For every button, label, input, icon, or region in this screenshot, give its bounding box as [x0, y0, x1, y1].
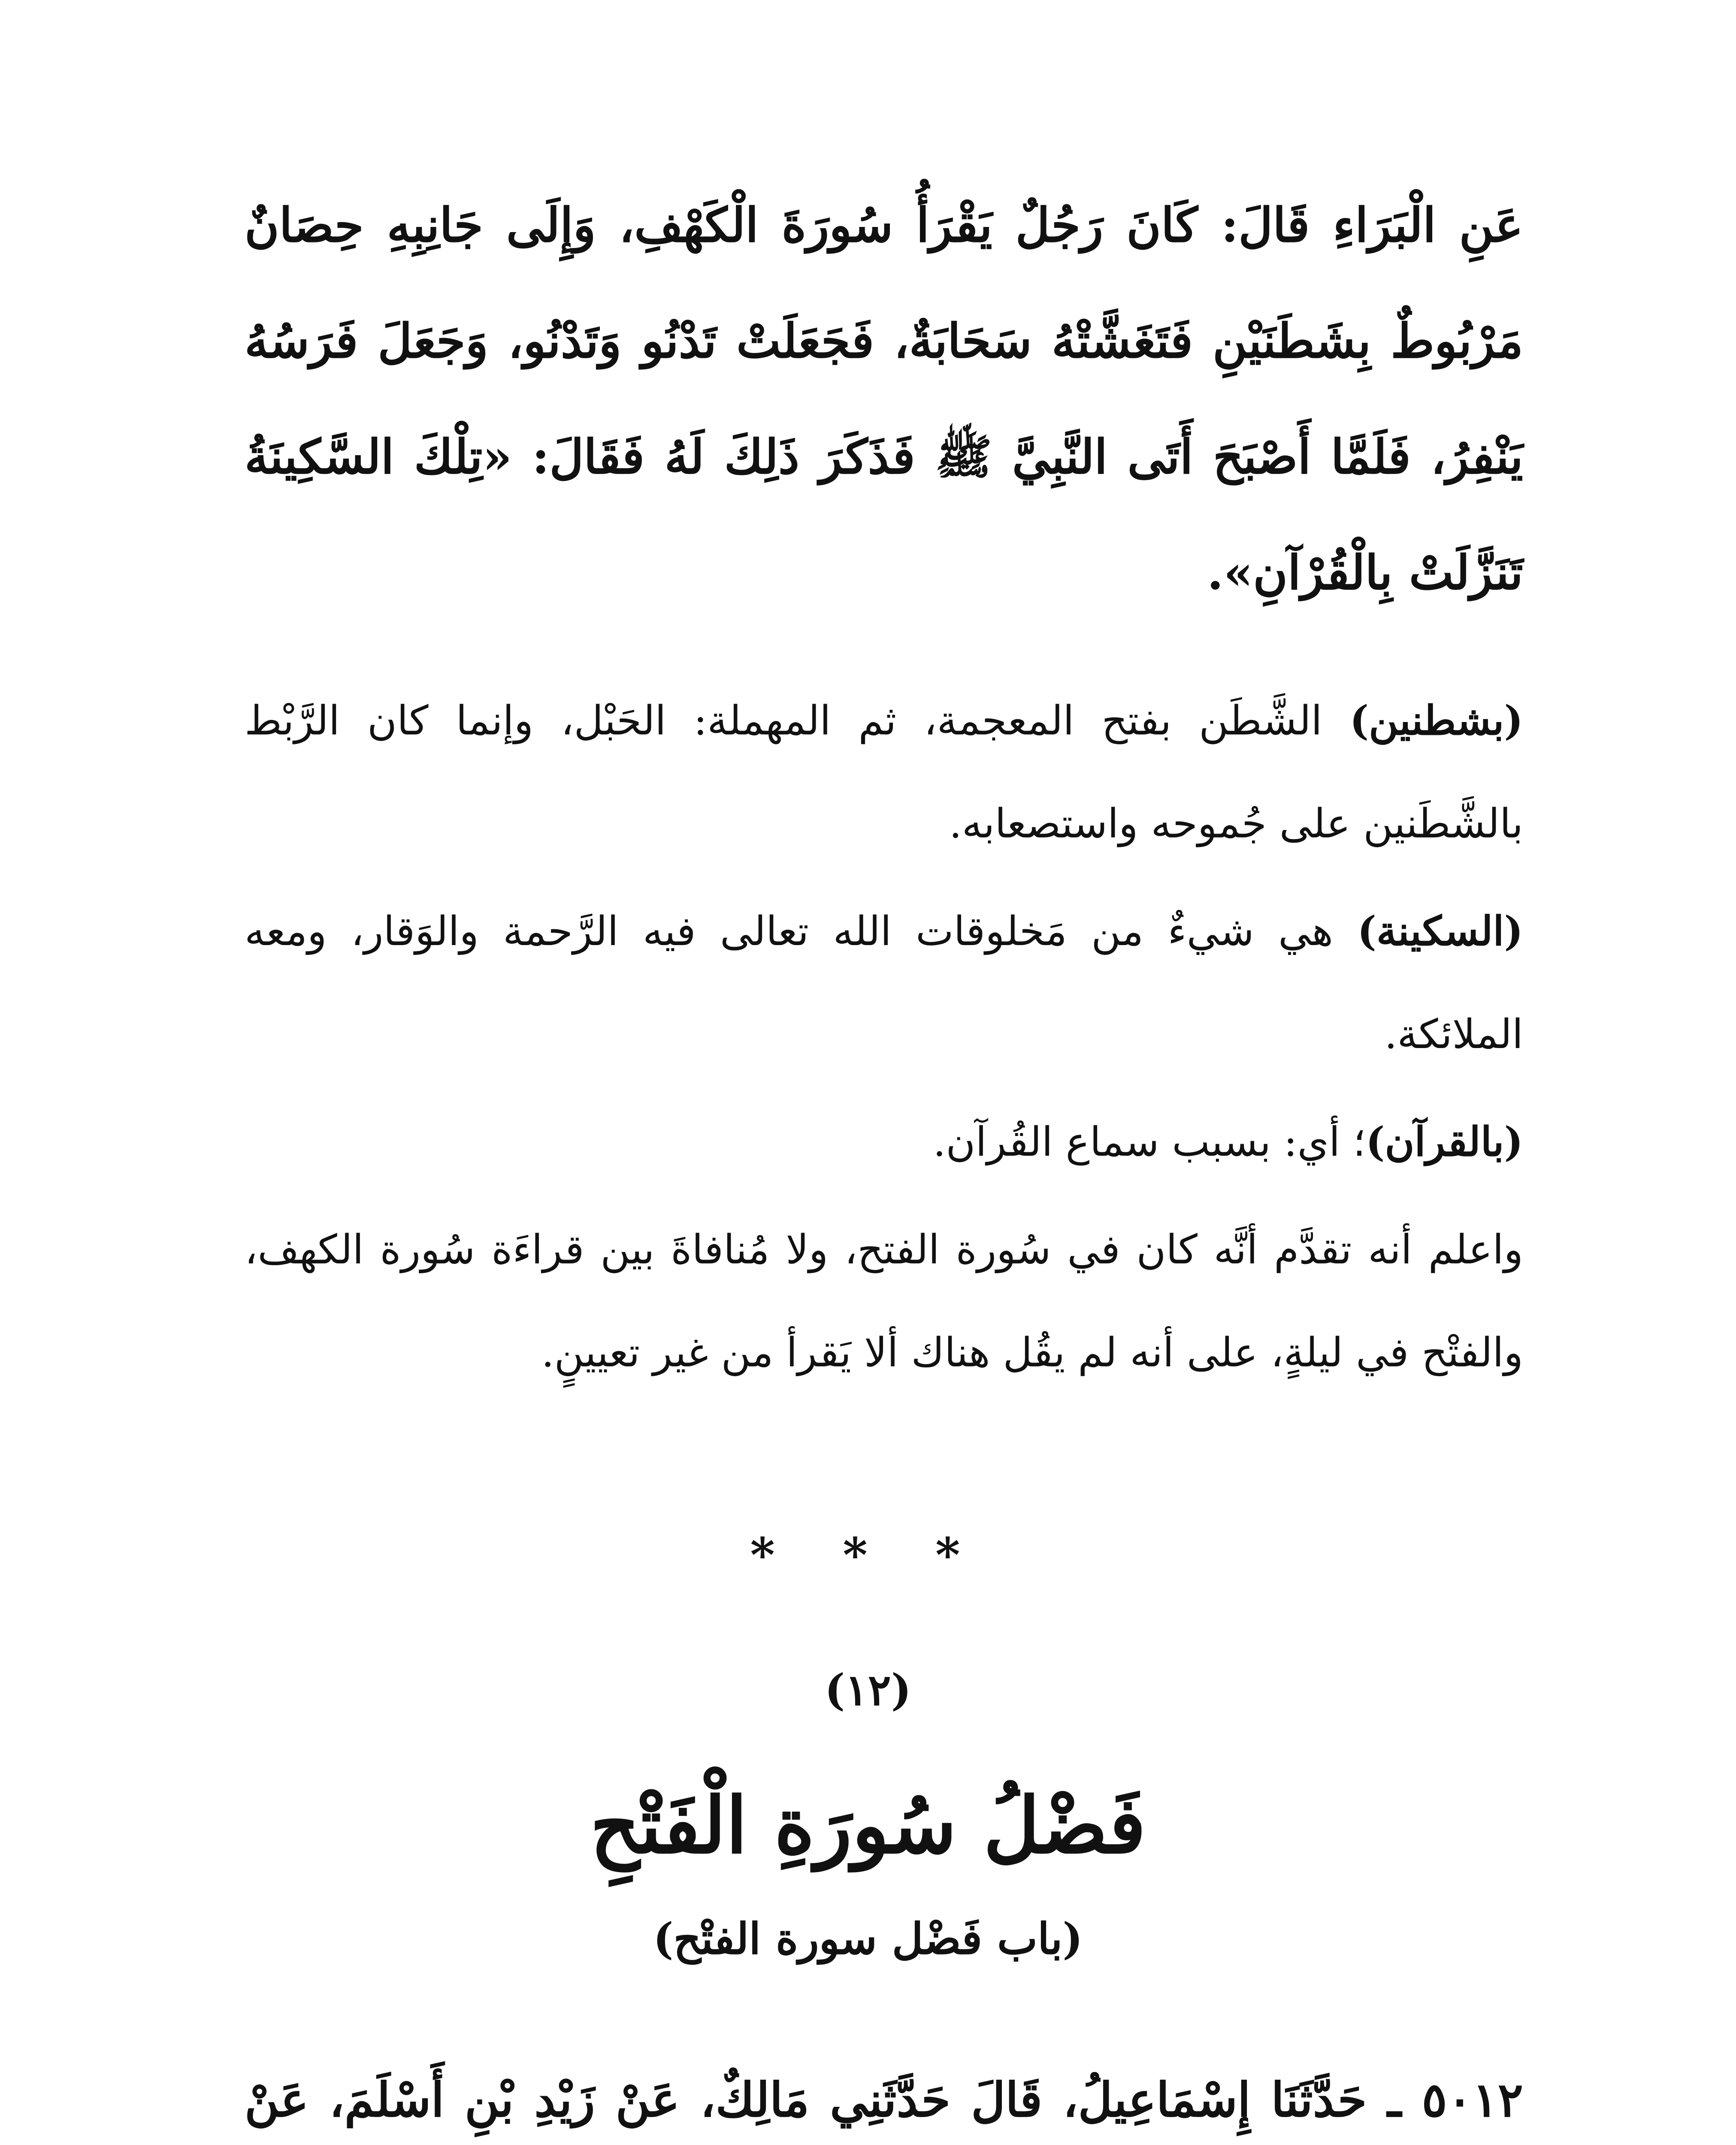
note-text: هي شيءٌ من مَخلوقات الله تعالى فيه الرَّحمة والوَقار، ومعه الملائكة.	[245, 908, 1523, 1058]
chapter-number: (١٢)	[824, 1665, 912, 1715]
note-term: (السكينة)	[1357, 908, 1523, 955]
chapter-title: فَضْلُ سُورَةِ الْفَتْحِ	[590, 1780, 1146, 1871]
section-separator: * * *	[750, 1527, 986, 1583]
note-term: (بشطنين)	[1349, 697, 1523, 744]
note-text: ؛ أي: بسبب سماع القُرآن.	[933, 1119, 1366, 1166]
hadith-text: عَنِ الْبَرَاءِ قَالَ: كَانَ رَجُلٌ يَقْرَأُ سُورَةَ الْكَهْفِ، وَإِلَى جَانِبِهِ حِصَانٌ مَرْبُوطٌ بِشَطَنَيْنِ فَتَغَشَّتْهُ سَحَابَةٌ، فَجَعَلَتْ تَدْنُو وَتَدْنُو، وَجَعَلَ فَرَسُهُ يَنْفِرُ، فَلَمَّا أَصْبَحَ أَتَى النَّبِيَّ ﷺ فَذَكَرَ ذَلِكَ لَهُ فَقَالَ: «تِلْكَ السَّكِينَةُ تَنَزَّلَتْ بِالْقُرْآنِ».	[245, 197, 1523, 600]
note-shatanayn	[245, 669, 1523, 876]
chapter-subtitle: (باب فَضْل سورة الفتْح)	[653, 1913, 1083, 1964]
note-text: الشَّطَن بفتح المعجمة، ثم المهملة: الحَبْل، وإنما كان الرَّبْط بالشَّطَنين على جُموحه واستصعابه.	[245, 698, 1523, 847]
note-sakina	[245, 880, 1523, 1086]
hadith-5012-text: ٥٠١٢ ـ حَدَّثَنَا إِسْمَاعِيلُ، قَالَ حَدَّثَنِي مَالِكٌ، عَنْ زَيْدِ بْنِ أَسْلَمَ، عَنْ	[245, 2072, 1523, 2127]
commentary-notes	[245, 669, 1523, 1409]
note-term: (بالقرآن)	[1366, 1118, 1523, 1166]
note-bil-quran	[245, 1091, 1523, 1194]
note-text: واعلم أنه تقدَّم أنَّه كان في سُورة الفتح، ولا مُنافاةَ بين قراءَة سُورة الكهف، والفتْح في ليلةٍ، على أنه لم يقُل هناك ألا يَقرأ من غير تعيينٍ.	[245, 1227, 1523, 1376]
note-wa-alam	[245, 1198, 1523, 1405]
